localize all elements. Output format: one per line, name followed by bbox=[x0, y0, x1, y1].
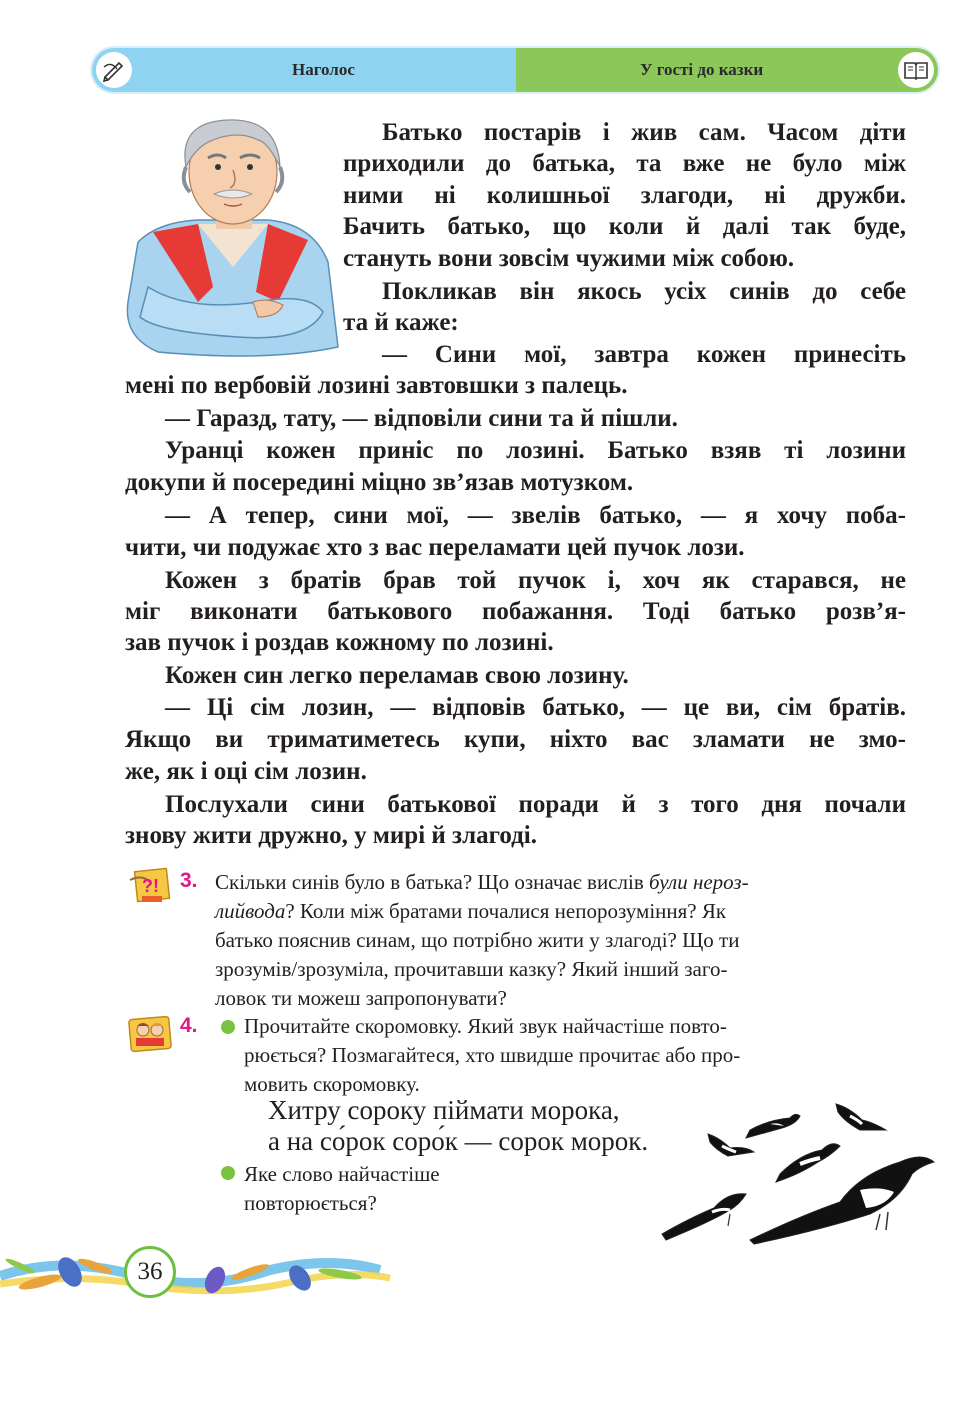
grandfather-icon bbox=[118, 112, 348, 362]
tongue-twister-line: Хитру сороку піймати морока, bbox=[268, 1095, 620, 1125]
story-line: чити, чи подужає хто з вас переламати цей пучок лози. bbox=[125, 534, 745, 561]
svg-text:?!: ?! bbox=[142, 876, 159, 896]
story-line: Кожен син легко переламав свою лозину. bbox=[165, 662, 629, 689]
book-icon bbox=[898, 52, 934, 88]
story-line: Послухали сини батькової поради й з того дня почали bbox=[165, 791, 906, 818]
task4-line: Прочитайте скоромовку. Який звук найчастіше повто- bbox=[244, 1014, 727, 1038]
question-line: Яке слово найчастіше bbox=[244, 1162, 440, 1186]
story-line: — А тепер, сини мої, — звелів батько, — я хочу поба- bbox=[165, 502, 906, 529]
story-line: Бачить батько, що коли й далі так буде, bbox=[343, 213, 906, 240]
story-line: мені по вербовій лозині завтовшки з палець. bbox=[125, 372, 628, 399]
story-line: стануть вони зовсім чужими між собою. bbox=[343, 245, 795, 272]
bullet-icon bbox=[221, 1020, 235, 1034]
task-number: 4. bbox=[180, 1014, 198, 1037]
page-number: 36 bbox=[124, 1246, 176, 1298]
story-line: зав пучок і роздав кожному по лозині. bbox=[125, 629, 554, 656]
task3-line: зрозумів/зрозуміла, прочитавши казку? Який інший заго- bbox=[215, 957, 728, 981]
header-section-right bbox=[516, 48, 938, 92]
story-line: міг виконати батькового побажання. Тоді батько розв’я- bbox=[125, 598, 906, 625]
story-line: Уранці кожен приніс по лозині. Батько взяв ті лозини bbox=[165, 437, 906, 464]
story-line: ними ні колишньої злагоди, ні дружби. bbox=[343, 182, 906, 209]
story-line: приходили до батька, та вже не було між bbox=[343, 150, 906, 177]
question-sign-icon bbox=[128, 866, 174, 908]
story-line: Кожен з братів брав той пучок і, хоч як старався, не bbox=[165, 567, 906, 594]
magpies-icon bbox=[650, 1090, 950, 1250]
task4-line: мовить скоромовку. bbox=[244, 1072, 420, 1096]
story-line: знову жити дружно, у мирі й злагоді. bbox=[125, 822, 537, 849]
task3-line: батько пояснив синам, що потрібно жити у злагоді? Що ти bbox=[215, 928, 740, 952]
story-line: Якщо ви триматиметесь купи, ніхто вас зламати не змо- bbox=[125, 726, 906, 753]
header-label-left: Наголос bbox=[292, 60, 355, 79]
pencil-icon bbox=[96, 52, 132, 88]
flower-border-icon bbox=[0, 1236, 400, 1316]
task3-line: лийвода? Коли між братами почалися непорозуміння? Як bbox=[215, 899, 727, 923]
story-line: Покликав він якось усіх синів до себе bbox=[382, 278, 906, 305]
page-header bbox=[92, 48, 938, 92]
story-line: Батько постарів і жив сам. Часом діти bbox=[382, 119, 906, 146]
tongue-twister-line: а на со́рок соро́к — сорок морок. bbox=[268, 1126, 649, 1156]
children-reading-icon bbox=[126, 1012, 176, 1056]
task3-line: Скільки синів було в батька? Що означає вислів були нероз- bbox=[215, 870, 749, 894]
bullet-icon bbox=[221, 1166, 235, 1180]
task-number: 3. bbox=[180, 869, 198, 892]
story-line: докупи й посередині міцно зв’язав мотузком. bbox=[125, 469, 634, 496]
task4-question bbox=[244, 1160, 574, 1218]
task3-text bbox=[215, 868, 910, 1013]
story-line: та й каже: bbox=[343, 309, 459, 336]
header-section-left bbox=[92, 48, 516, 92]
task3-line: ловок ти можеш запропонувати? bbox=[215, 986, 507, 1010]
story-line: — Гаразд, тату, — відповіли сини та й пішли. bbox=[165, 405, 678, 432]
story-line: же, як і оці сім лозин. bbox=[125, 758, 367, 785]
story-line: — Сини мої, завтра кожен принесіть bbox=[382, 341, 906, 368]
question-line: повторюється? bbox=[244, 1191, 377, 1215]
story-line: — Ці сім лозин, — відповів батько, — це ви, сім братів. bbox=[165, 694, 906, 721]
task4-text bbox=[244, 1012, 910, 1099]
header-label-right: У гості до казки bbox=[640, 60, 764, 79]
task4-line: рюється? Позмагайтеся, хто швидше прочитає або про- bbox=[244, 1043, 741, 1067]
